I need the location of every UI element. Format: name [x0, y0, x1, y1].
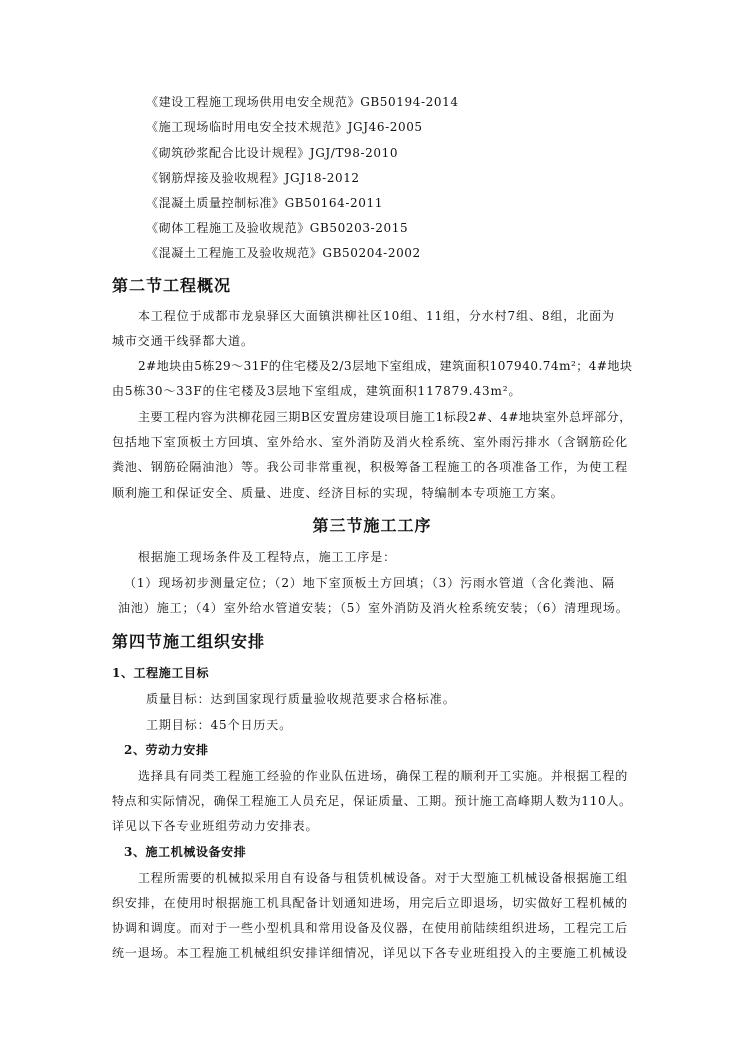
paragraph-line: 包括地下室顶板土方回填、室外给水、室外消防及消火栓系统、室外雨污排水（含钢筋砼化	[112, 435, 629, 449]
subsection-heading: 2、劳动力安排	[124, 743, 209, 757]
paragraph-line: 油池）施工；（4）室外给水管道安装；（5）室外消防及消火栓系统安装；（6）清理现场。	[118, 601, 629, 615]
standard-item: 《混凝土质量控制标准》GB50164-2011	[146, 196, 383, 210]
paragraph-line: 城市交通干线驿都大道。	[112, 334, 254, 348]
standard-item: 《施工现场临时用电安全技术规范》JGJ46-2005	[146, 120, 423, 134]
paragraph-line: 选择具有同类工程施工经验的作业队伍进场，确保工程的顺利开工实施。并根据工程的	[138, 769, 629, 783]
paragraph-line: 根据施工现场条件及工程特点，施工工序是：	[138, 550, 397, 564]
paragraph-line: 质量目标：达到国家现行质量验收规范要求合格标准。	[146, 692, 456, 706]
paragraph-line: 本工程位于成都市龙泉驿区大面镇洪柳社区10组、11组，分水村7组、8组，北面为	[138, 309, 615, 323]
paragraph-line: 工程所需要的机械拟采用自有设备与租赁机械设备。对于大型施工机械设备根据施工组	[138, 871, 629, 885]
paragraph-line: （1）现场初步测量定位；（2）地下室顶板土方回填；（3）污雨水管道（含化粪池、隔	[124, 576, 615, 590]
standard-item: 《混凝土工程施工及验收规范》GB50204-2002	[146, 246, 421, 260]
standard-item: 《钢筋焊接及验收规程》JGJ18-2012	[146, 171, 360, 185]
standard-item: 《砌体工程施工及验收规范》GB50203-2015	[146, 221, 409, 235]
paragraph-line: 织安排，在使用时根据施工机具配备计划通知进场，用完后立即退场，切实做好工程机械的	[112, 896, 629, 910]
section-heading: 第二节工程概况	[112, 276, 232, 295]
subsection-heading: 1、工程施工目标	[112, 666, 210, 680]
paragraph-line: 由5栋30～33F的住宅楼及3层地下室组成，建筑面积117879.43m²。	[112, 384, 522, 398]
paragraph-line: 详见以下各专业班组劳动力安排表。	[112, 819, 319, 833]
paragraph-line: 协调和调度。而对于一些小型机具和常用设备及仪器，在使用前陆续组织进场，工程完工后	[112, 921, 629, 935]
paragraph-line: 2#地块由5栋29～31F的住宅楼及2/3层地下室组成，建筑面积107940.74m²；4#地块	[138, 359, 633, 373]
paragraph-line: 特点和实际情况，确保工程施工人员充足，保证质量、工期。预计施工高峰期人数为110人。	[112, 794, 632, 808]
paragraph-line: 粪池、钢筋砼隔油池）等。我公司非常重视，积极筹备工程施工的各项准备工作，为使工程	[112, 460, 629, 474]
standard-item: 《建设工程施工现场供用电安全规范》GB50194-2014	[146, 95, 459, 109]
subsection-heading: 3、施工机械设备安排	[124, 845, 247, 859]
paragraph-line: 工期目标：45个日历天。	[146, 718, 293, 732]
paragraph-line: 主要工程内容为洪柳花园三期B区安置房建设项目施工1标段2#、4#地块室外总坪部分，	[138, 410, 632, 424]
paragraph-line: 统一退场。本工程施工机械组织安排详细情况，详见以下各专业班组投入的主要施工机械设	[112, 946, 629, 960]
section-heading: 第三节施工工序	[312, 516, 432, 535]
standard-item: 《砌筑砂浆配合比设计规程》JGJ/T98-2010	[146, 146, 399, 160]
section-heading: 第四节施工组织安排	[112, 632, 266, 651]
paragraph-line: 顺利施工和保证安全、质量、进度、经济目标的实现，特编制本专项施工方案。	[112, 486, 564, 500]
